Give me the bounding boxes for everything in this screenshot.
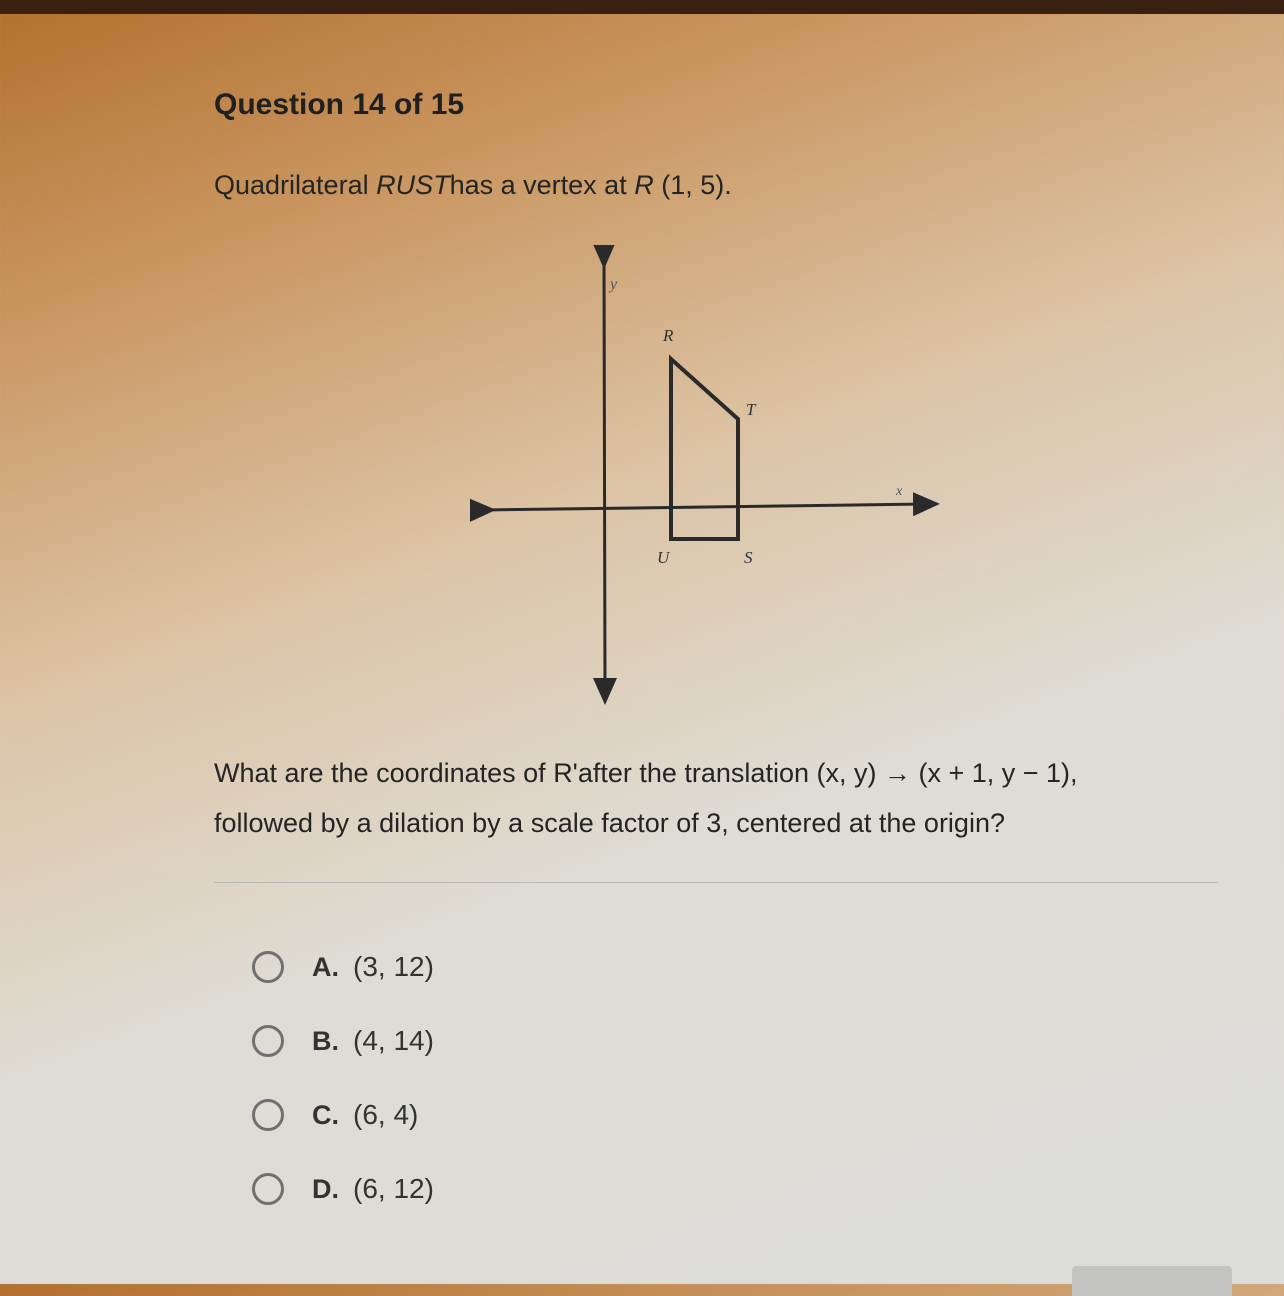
question-prompt [214,170,732,201]
prompt-prefix: Quadrilateral [214,170,377,200]
vertex-label-u: U [657,548,670,567]
question-text-line-2: followed by a dilation by a scale factor of 3, centered at the origin? [214,808,1005,838]
prompt-mid: has a vertex at [449,170,635,200]
question-text [214,748,1214,848]
choice-a-text: (3, 12) [353,951,434,982]
choice-c-text: (6, 4) [353,1099,419,1130]
choice-c-letter: C. [312,1099,339,1130]
choice-a[interactable] [252,930,652,1004]
choice-d-text: (6, 12) [353,1173,434,1204]
vertex-label-r: R [663,326,674,345]
prompt-vertex-name: R [634,170,654,200]
choice-b-text: (4, 14) [353,1025,434,1056]
choice-b[interactable] [252,1004,652,1078]
coordinate-graph [470,245,950,705]
choice-d[interactable] [252,1152,652,1226]
prompt-coords: (1, 5). [653,170,732,200]
choice-d-letter: D. [312,1173,339,1204]
radio-d[interactable] [252,1173,284,1205]
answer-choices [252,930,652,1226]
x-axis-label: x [896,484,903,499]
y-axis-label: y [610,276,618,293]
choice-a-letter: A. [312,951,339,982]
choice-c[interactable] [252,1078,652,1152]
radio-a[interactable] [252,951,284,983]
choice-b-letter: B. [312,1025,339,1056]
question-number: Question 14 of 15 [214,88,465,121]
radio-b[interactable] [252,1025,284,1057]
y-axis [604,257,605,693]
top-bar [0,0,1284,14]
vertex-label-t: T [746,400,756,419]
x-axis [484,504,928,510]
divider [214,882,1218,883]
vertex-label-s: S [744,548,753,567]
prompt-shape-name: RUST [376,170,450,200]
quadrilateral-rust [671,359,738,539]
question-text-line-1: What are the coordinates of R'after the translation (x, y) → (x + 1, y − 1), [214,758,1078,788]
radio-c[interactable] [252,1099,284,1131]
next-button[interactable] [1072,1266,1232,1296]
